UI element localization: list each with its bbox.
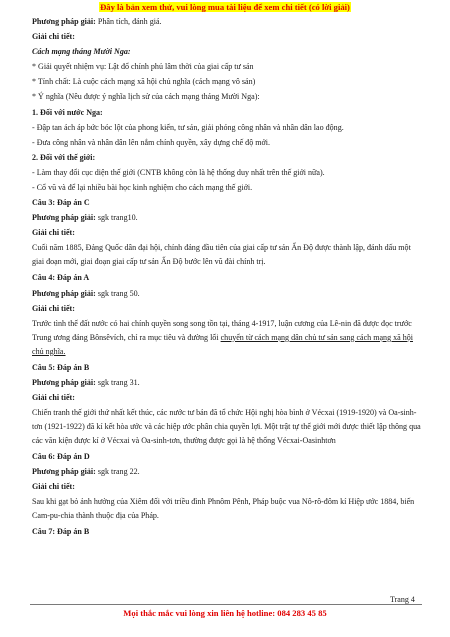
answer-heading: Câu 4: Đáp án A (32, 273, 90, 283)
paragraph: Chiến tranh thế giới thứ nhất kết thúc, các nước tư bản đã tổ chức Hội nghị hòa bình ở Vécxai (1919-1920) và Oa-sinh-tơn (1921-1922) đã kí kết hòa ước và các hiệp ước phân chia quyền lợi. Một trật tự thế giới mới được thiết lập thông qua các văn kiện được kí ở Vécxai và Oa-sinh-tơn, thường được gọi là hệ thống Vécxai-Oasinhtơn (32, 407, 421, 445)
method-line (32, 210, 422, 225)
method-text: sgk trang 50. (95, 288, 140, 298)
underlined-text: chuyển từ cách mạng dân chủ tư sản sang cách mạng xã hội chủ nghĩa. (32, 332, 413, 356)
subheading: 1. Đối với nước Nga: (32, 107, 103, 117)
method-label: Phương pháp giải: (32, 467, 96, 477)
preview-banner-text: Đây là bản xem thử, vui lòng mua tài liệu để xem chi tiết (có lời giải) (100, 2, 350, 12)
paragraph: Sau khi gạt bỏ ảnh hưởng của Xiêm đối với triều đình Phnôm Pênh, Pháp buộc vua Nô-rô-đôm kí Hiệp ước 1884, biến Cam-pu-chia thành thuộc địa của Pháp. (32, 497, 415, 521)
method-line (32, 464, 422, 479)
method-label: Phương pháp giải: (32, 288, 96, 298)
hotline-banner: Mọi thắc mắc vui lòng xin liên hệ hotline: 084 283 45 85 (123, 608, 327, 618)
method-line (32, 286, 422, 301)
method-label: Phương pháp giải: (32, 17, 96, 26)
answer-heading: Câu 7: Đáp án B (32, 527, 90, 537)
method-text: sgk trang 31. (95, 377, 140, 387)
bullet-line: * Giải quyết nhiệm vụ: Lật đổ chính phủ lâm thời của giai cấp tư sản (32, 62, 254, 72)
method-text: sgk trang10. (95, 213, 138, 223)
footer-divider (30, 604, 422, 605)
dash-line: - Làm thay đổi cục diện thế giới (CNTB không còn là hệ thống duy nhất trên thế giới nữa). (32, 167, 325, 177)
paragraph-text: Trước tình thế đất nước có hai chính quyền song song tồn tại, tháng 4-1917, luận cương của Lê-nin đã được đọc trước Trung ương đảng Bônsêvích, chỉ ra mục tiêu và đường lối (32, 318, 412, 342)
document-body (32, 14, 422, 539)
page-number: Trang 4 (390, 595, 415, 604)
section-title: Cách mạng tháng Mười Nga: (32, 47, 131, 57)
method-line (32, 375, 422, 390)
detail-heading: Giải chi tiết: (32, 482, 75, 492)
dash-line: - Đưa công nhân và nhân dân lên nắm chính quyền, xây dựng chế độ mới. (32, 137, 271, 147)
detail-heading: Giải chi tiết: (32, 32, 75, 42)
bullet-line: * Tính chất: Là cuộc cách mạng xã hội chủ nghĩa (cách mạng vô sản) (32, 77, 256, 87)
method-line (32, 14, 422, 29)
method-label: Phương pháp giải: (32, 377, 96, 387)
answer-heading: Câu 6: Đáp án D (32, 451, 90, 461)
method-text: Phân tích, đánh giá. (95, 17, 162, 26)
dash-line: - Đập tan ách áp bức bóc lột của phong kiến, tư sản, giải phóng công nhân và nhân dân lao động. (32, 122, 344, 132)
subheading: 2. Đối với thế giới: (32, 152, 96, 162)
method-text: sgk trang 22. (95, 467, 140, 477)
dash-line: - Cổ vũ và để lại nhiều bài học kinh nghiệm cho cách mạng thế giới. (32, 183, 253, 193)
detail-heading: Giải chi tiết: (32, 228, 75, 238)
answer-heading: Câu 5: Đáp án B (32, 362, 90, 372)
detail-heading: Giải chi tiết: (32, 303, 75, 313)
bullet-line: * Ý nghĩa (Nêu được ý nghĩa lịch sử của cách mạng tháng Mười Nga): (32, 92, 260, 102)
method-label: Phương pháp giải: (32, 213, 96, 223)
detail-heading: Giải chi tiết: (32, 392, 75, 402)
answer-heading: Câu 3: Đáp án C (32, 198, 90, 208)
paragraph: Cuối năm 1885, Đảng Quốc dân đại hội, chính đảng đầu tiên của giai cấp tư sản Ấn Độ được thành lập, đánh dấu một giai đoạn mới, giai đoạn giai cấp tư sản Ấn Độ bước lên vũ đài chính trị. (32, 243, 411, 267)
paragraph (32, 316, 422, 360)
preview-banner (0, 2, 450, 12)
